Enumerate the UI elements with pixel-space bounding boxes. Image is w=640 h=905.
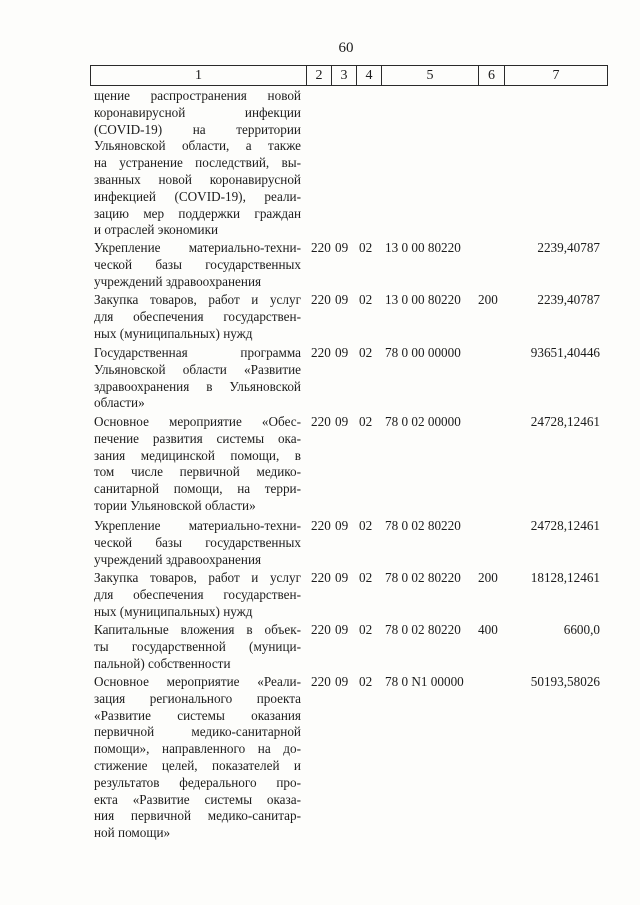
row-description [94, 570, 301, 620]
column-header-2: 2 [306, 65, 332, 86]
cell-c4: 02 [359, 674, 373, 689]
column-header-1: 1 [90, 65, 307, 86]
cell-c4: 02 [359, 414, 373, 429]
description-line: зация регионального проекта [94, 690, 301, 706]
cell-c5: 78 0 00 00000 [385, 345, 461, 360]
description-line: ческой базы государственных [94, 534, 301, 550]
cell-c5: 78 0 02 80220 [385, 518, 461, 533]
description-line: званных новой коронавирусной [94, 171, 301, 187]
cell-c2: 220 [311, 414, 331, 429]
description-line: Укрепление материально-техни- [94, 240, 301, 255]
cell-c4: 02 [359, 240, 373, 255]
description-line: Укрепление материально-техни- [94, 518, 301, 533]
cell-c4: 02 [359, 570, 373, 585]
cell-c2: 220 [311, 622, 331, 637]
column-header-7: 7 [504, 65, 608, 86]
description-line: Капитальные вложения в объек- [94, 622, 301, 637]
description-line: Закупка товаров, работ и услуг [94, 570, 301, 585]
cell-c7: 93651,40446 [530, 345, 600, 360]
cell-c7: 6600,0 [563, 622, 600, 637]
description-line: ной помощи» [94, 825, 171, 841]
column-header-5: 5 [381, 65, 479, 86]
description-line: Ульяновской области «Развитие [94, 361, 301, 377]
cell-c3: 09 [335, 674, 349, 689]
description-line: Основное мероприятие «Реали- [94, 674, 301, 689]
description-line: ных (муниципальных) нужд [94, 325, 253, 341]
description-line: здравоохранения в Ульяновской [94, 378, 301, 394]
description-line: первичной медико-санитарной [94, 724, 301, 740]
column-header-4: 4 [356, 65, 382, 86]
cell-c6: 200 [478, 570, 498, 585]
description-line: Закупка товаров, работ и услуг [94, 292, 301, 307]
cell-c4: 02 [359, 622, 373, 637]
description-line: ных (муниципальных) нужд [94, 603, 253, 619]
description-line: учреждений здравоохранения [94, 273, 262, 289]
description-line: щение распространения новой [94, 88, 301, 103]
row-description [94, 345, 301, 412]
row-description [94, 240, 301, 290]
cell-c3: 09 [335, 240, 349, 255]
cell-c3: 09 [335, 518, 349, 533]
description-line: ческой базы государственных [94, 256, 301, 272]
cell-c7: 18128,12461 [530, 570, 600, 585]
cell-c2: 220 [311, 570, 331, 585]
cell-c2: 220 [311, 674, 331, 689]
cell-c4: 02 [359, 292, 373, 307]
cell-c7: 2239,40787 [537, 240, 600, 255]
column-header-3: 3 [331, 65, 357, 86]
description-line: для обеспечения государствен- [94, 586, 301, 602]
description-line: печение развития системы ока- [94, 430, 301, 446]
cell-c2: 220 [311, 240, 331, 255]
description-line: санитарной помощи, на терри- [94, 481, 301, 497]
description-line: учреждений здравоохранения [94, 551, 262, 567]
description-line: зания медицинской помощи, в [94, 447, 301, 463]
cell-c6: 200 [478, 292, 498, 307]
row-description [94, 292, 301, 342]
cell-c6: 400 [478, 622, 498, 637]
description-line: (COVID-19) на территории [94, 121, 301, 137]
cell-c5: 78 0 02 80220 [385, 570, 461, 585]
cell-c5: 13 0 00 80220 [385, 292, 461, 307]
cell-c3: 09 [335, 345, 349, 360]
description-line: и отраслей экономики [94, 222, 219, 238]
page-number: 60 [338, 40, 354, 56]
description-line: для обеспечения государствен- [94, 308, 301, 324]
cell-c5: 78 0 02 80220 [385, 622, 461, 637]
description-line: коронавирусной инфекции [94, 104, 301, 120]
cell-c5: 13 0 00 80220 [385, 240, 461, 255]
row-description [94, 518, 301, 568]
row-description [94, 674, 301, 842]
cell-c3: 09 [335, 292, 349, 307]
row-description [94, 88, 301, 239]
cell-c5: 78 0 N1 00000 [385, 674, 464, 689]
cell-c7: 50193,58026 [530, 674, 600, 689]
description-line: ния первичной медико-санитар- [94, 808, 301, 824]
description-line: тории Ульяновской области» [94, 497, 256, 513]
description-line: помощи», направленного на до- [94, 741, 301, 757]
cell-c3: 09 [335, 570, 349, 585]
description-line: Ульяновской области, а также [94, 138, 301, 154]
cell-c3: 09 [335, 414, 349, 429]
description-line: стижение целей, показателей и [94, 757, 301, 773]
description-line: том числе первичной медико- [94, 464, 301, 480]
description-line: области» [94, 395, 145, 411]
cell-c7: 2239,40787 [537, 292, 600, 307]
cell-c2: 220 [311, 292, 331, 307]
cell-c7: 24728,12461 [530, 414, 600, 429]
description-line: ты государственной (муници- [94, 638, 301, 654]
cell-c3: 09 [335, 622, 349, 637]
description-line: Основное мероприятие «Обес- [94, 414, 301, 429]
description-line: результатов федерального про- [94, 774, 301, 790]
cell-c2: 220 [311, 518, 331, 533]
description-line: «Развитие системы оказания [94, 707, 301, 723]
cell-c2: 220 [311, 345, 331, 360]
cell-c7: 24728,12461 [530, 518, 600, 533]
row-description [94, 414, 301, 515]
description-line: пальной) собственности [94, 655, 231, 671]
column-header-6: 6 [478, 65, 505, 86]
cell-c4: 02 [359, 518, 373, 533]
description-line: инфекцией (COVID-19), реали- [94, 188, 301, 204]
description-line: Государственная программа [94, 345, 301, 360]
cell-c4: 02 [359, 345, 373, 360]
row-description [94, 622, 301, 672]
description-line: на устранение последствий, вы- [94, 155, 301, 171]
cell-c5: 78 0 02 00000 [385, 414, 461, 429]
description-line: зацию мер поддержки граждан [94, 205, 301, 221]
description-line: екта «Развитие системы оказа- [94, 791, 301, 807]
